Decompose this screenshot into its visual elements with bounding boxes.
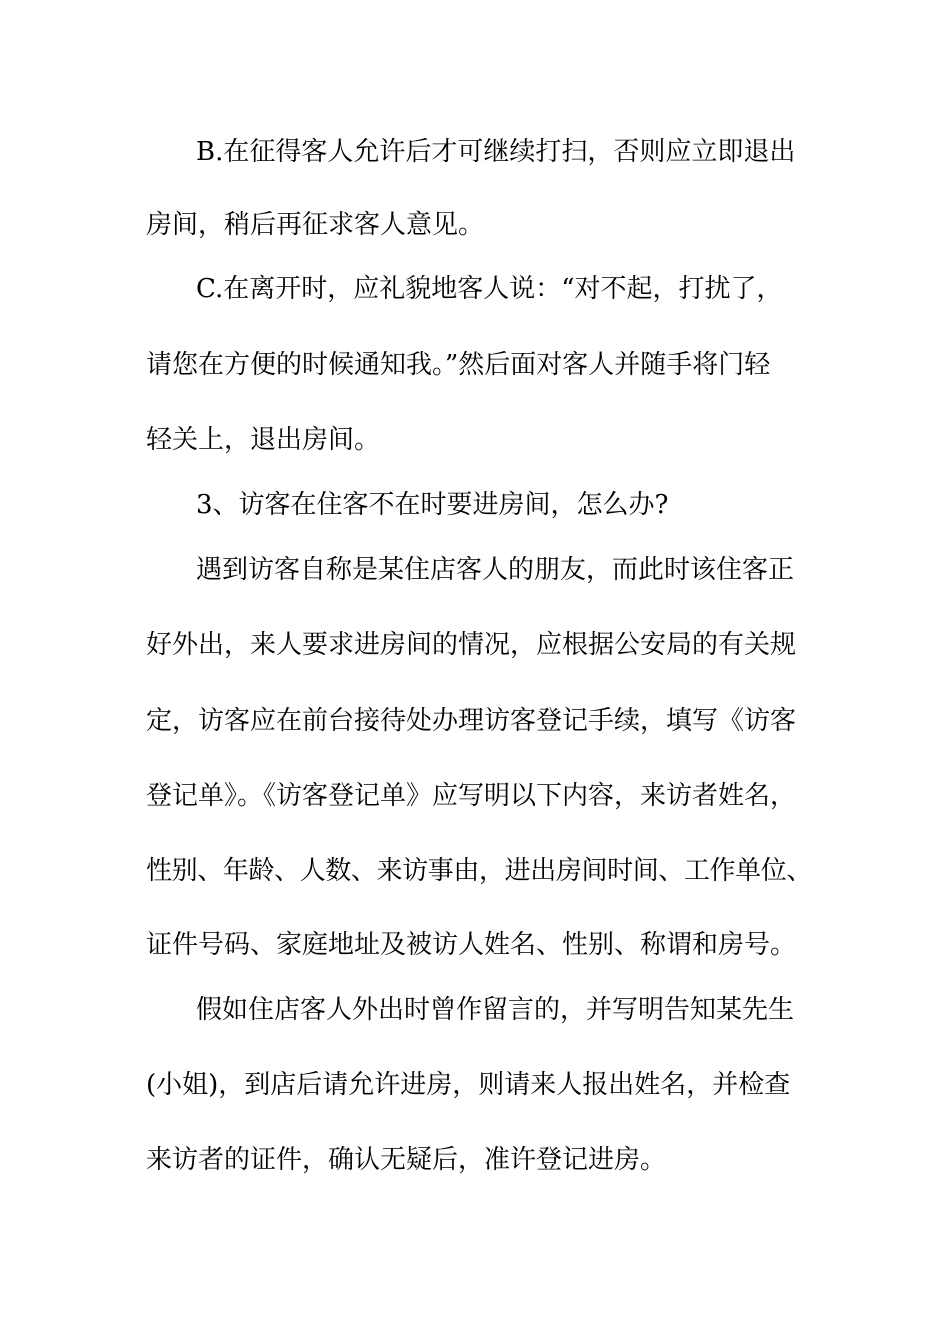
paragraph-message-line-1: 假如住店客人外出时曾作留言的，并写明告知某先生 [196, 995, 795, 1025]
paragraph-visitor-line-2: 好外出，来人要求进房间的情况，应根据公安局的有关规 [146, 630, 797, 660]
paragraph-visitor-line-6: 证件号码、家庭地址及被访人姓名、性别、称谓和房号。 [146, 930, 797, 960]
section-heading-3: 3、访客在住客不在时要进房间，怎么办? [196, 490, 669, 520]
paragraph-visitor-line-3: 定，访客应在前台接待处办理访客登记手续，填写《访客 [146, 706, 797, 736]
paragraph-b-line-2: 房间，稍后再征求客人意见。 [146, 210, 485, 240]
paragraph-visitor-line-1: 遇到访客自称是某住店客人的朋友，而此时该住客正 [196, 555, 795, 585]
paragraph-visitor-line-5: 性别、年龄、人数、来访事由，进出房间时间、工作单位、 [146, 856, 813, 886]
paragraph-c-line-2: 请您在方便的时候通知我。”然后面对客人并随手将门轻 [146, 350, 771, 380]
paragraph-c-line-3: 轻关上，退出房间。 [146, 425, 381, 455]
paragraph-b-line-1: B.在征得客人允许后才可继续打扫，否则应立即退出 [196, 137, 796, 167]
paragraph-c-line-1: C.在离开时，应礼貌地客人说：“对不起，打扰了， [196, 274, 783, 304]
paragraph-message-line-3: 来访者的证件，确认无疑后，准许登记进房。 [146, 1145, 667, 1175]
paragraph-visitor-line-4: 登记单》。《访客登记单》应写明以下内容，来访者姓名， [146, 781, 797, 811]
paragraph-message-line-2: (小姐)，到店后请允许进房，则请来人报出姓名，并检查 [146, 1070, 791, 1100]
